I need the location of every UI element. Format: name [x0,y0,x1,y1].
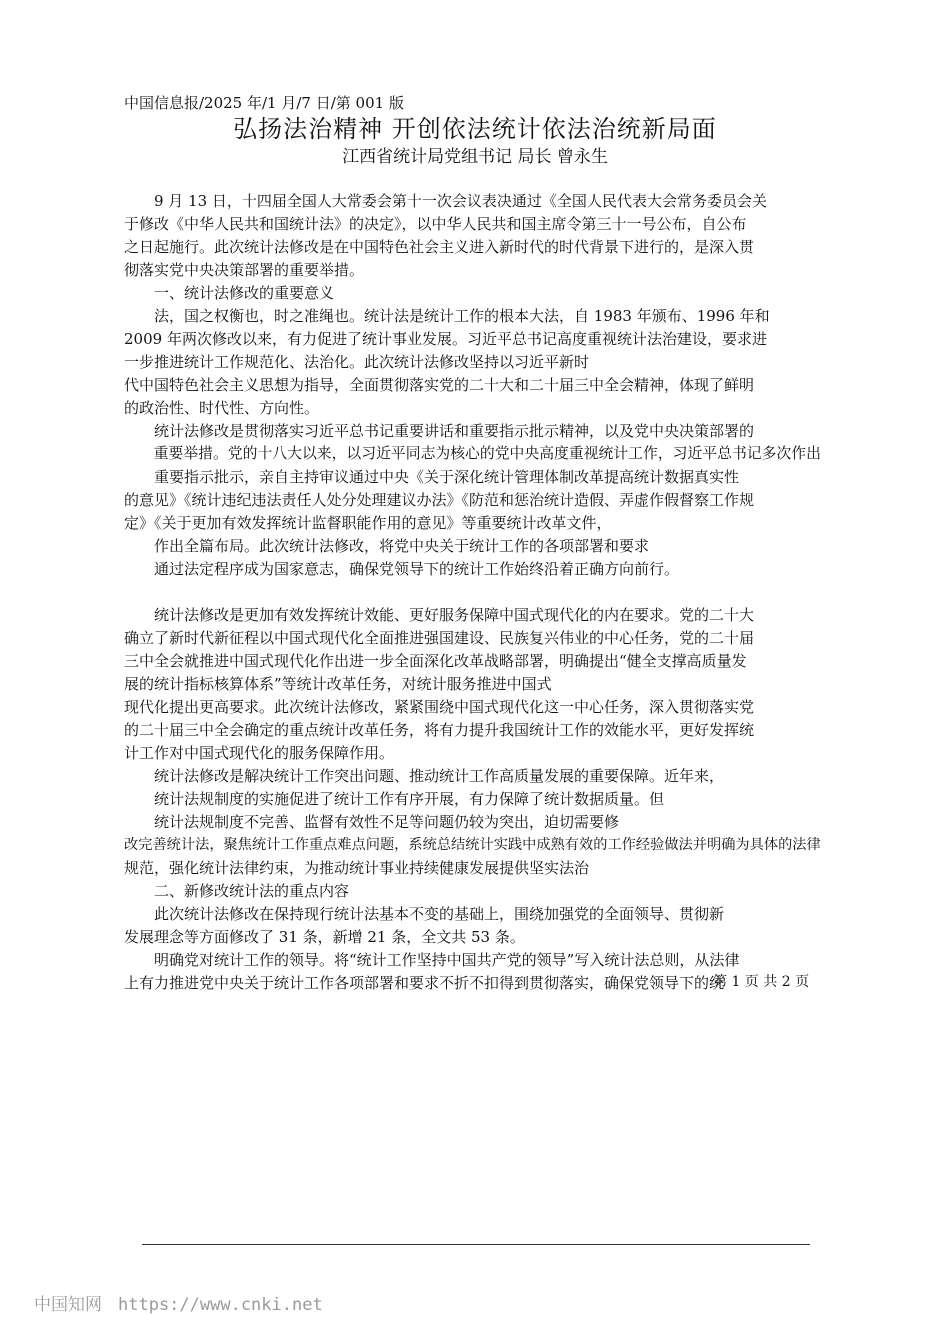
body-line: 法，国之权衡也，时之准绳也。统计法是统计工作的根本大法，自 1983 年颁布、1996 年和 [124,307,770,325]
body-line: 发展理念等方面修改了 31 条，新增 21 条，全文共 53 条。 [124,928,525,946]
body-line: 之日起施行。此次统计法修改是在中国特色社会主义进入新时代的时代背景下进行的，是深入贯 [124,238,755,256]
body-line: 定》《关于更加有效发挥统计监督职能作用的意见》等重要统计改革文件， [124,514,612,532]
watermark-url: https://www.cnki.net [118,1295,323,1315]
body-line: 一步推进统计工作规范化、法治化。此次统计法修改坚持以习近平新时 [124,353,590,371]
body-line: 现代化提出更高要求。此次统计法修改，紧紧围绕中国式现代化这一中心任务，深入贯彻落实党 [124,698,755,716]
watermark-site-name: 中国知网 [34,1295,102,1315]
body-line: 重要指示批示，亲自主持审议通过中央《关于深化统计管理体制改革提高统计数据真实性 [124,468,740,486]
body-line: 上有力推进党中央关于统计工作各项部署和要求不折不扣得到贯彻落实，确保党领导下的统 [124,974,725,992]
body-line: 的意见》《统计违纪违法责任人处分处理建议办法》《防范和惩治统计造假、弄虚作假督察工作规 [124,491,755,509]
body-line: 此次统计法修改在保持现行统计法基本不变的基础上，围绕加强党的全面领导、贯彻新 [124,905,725,923]
body-line: 代中国特色社会主义思想为指导，全面贯彻落实党的二十大和二十届三中全会精神，体现了鲜明 [124,376,755,394]
body-line: 9 月 13 日，十四届全国人大常委会第十一次会议表决通过《全国人民代表大会常务委员会关 [124,192,767,210]
body-line: 彻落实党中央决策部署的重要举措。 [124,261,365,279]
body-line: 的政治性、时代性、方向性。 [124,399,320,417]
article-title: 弘扬法治精神 开创依法统计依法治统新局面 [233,115,717,143]
body-line: 2009 年两次修改以来，有力促进了统计事业发展。习近平总书记高度重视统计法治建设，要求进 [124,330,767,348]
body-line: 确立了新时代新征程以中国式现代化全面推进强国建设、民族复兴伟业的中心任务，党的二十届 [124,629,755,647]
body-line: 统计法修改是更加有效发挥统计效能、更好服务保障中国式现代化的内在要求。党的二十大 [124,606,755,624]
page-number: 第 1 页 共 2 页 [713,974,810,990]
cnki-watermark [34,1294,323,1316]
body-line: 统计法规制度的实施促进了统计工作有序开展，有力保障了统计数据质量。但 [124,790,665,808]
body-line: 重要举措。党的十八大以来，以习近平同志为核心的党中央高度重视统计工作，习近平总书记多次作出 [124,445,821,462]
body-line: 通过法定程序成为国家意志，确保党领导下的统计工作始终沿着正确方向前行。 [124,560,680,578]
body-line: 明确党对统计工作的领导。将“统计工作坚持中国共产党的领导”写入统计法总则，从法律 [124,951,740,969]
body-line: 三中全会就推进中国式现代化作出进一步全面深化改革战略部署，明确提出“健全支撑高质量发 [124,652,747,670]
body-line: 的二十届三中全会确定的重点统计改革任务，将有力提升我国统计工作的效能水平，更好发挥统 [124,721,755,739]
section-heading-2: 二、新修改统计法的重点内容 [124,882,350,900]
body-line: 计工作对中国式现代化的服务保障作用。 [124,744,395,762]
body-line: 展的统计指标核算体系”等统计改革任务，对统计服务推进中国式 [124,675,552,693]
body-line: 统计法规制度不完善、监督有效性不足等问题仍较为突出，迫切需要修 [124,813,620,831]
body-line: 统计法修改是解决统计工作突出问题、推动统计工作高质量发展的重要保障。近年来， [124,767,725,785]
source-line: 中国信息报/2025 年/1 月/7 日/第 001 版 [124,94,404,112]
body-line: 于修改《中华人民共和国统计法》的决定》，以中华人民共和国主席令第三十一号公布，自公布 [124,215,747,233]
footer-divider [142,1244,810,1245]
author-line: 江西省统计局党组书记 局长 曾永生 [342,147,608,167]
section-heading-1: 一、统计法修改的重要意义 [124,284,335,302]
body-line: 作出全篇布局。此次统计法修改，将党中央关于统计工作的各项部署和要求 [124,537,650,555]
body-line: 统计法修改是贯彻落实习近平总书记重要讲话和重要指示批示精神，以及党中央决策部署的 [124,422,755,440]
body-line: 规范，强化统计法律约束，为推动统计事业持续健康发展提供坚实法治 [124,859,590,877]
body-line: 改完善统计法，聚焦统计工作重点难点问题，系统总结统计实践中成熟有效的工作经验做法并明确为具体的法律 [124,837,821,853]
